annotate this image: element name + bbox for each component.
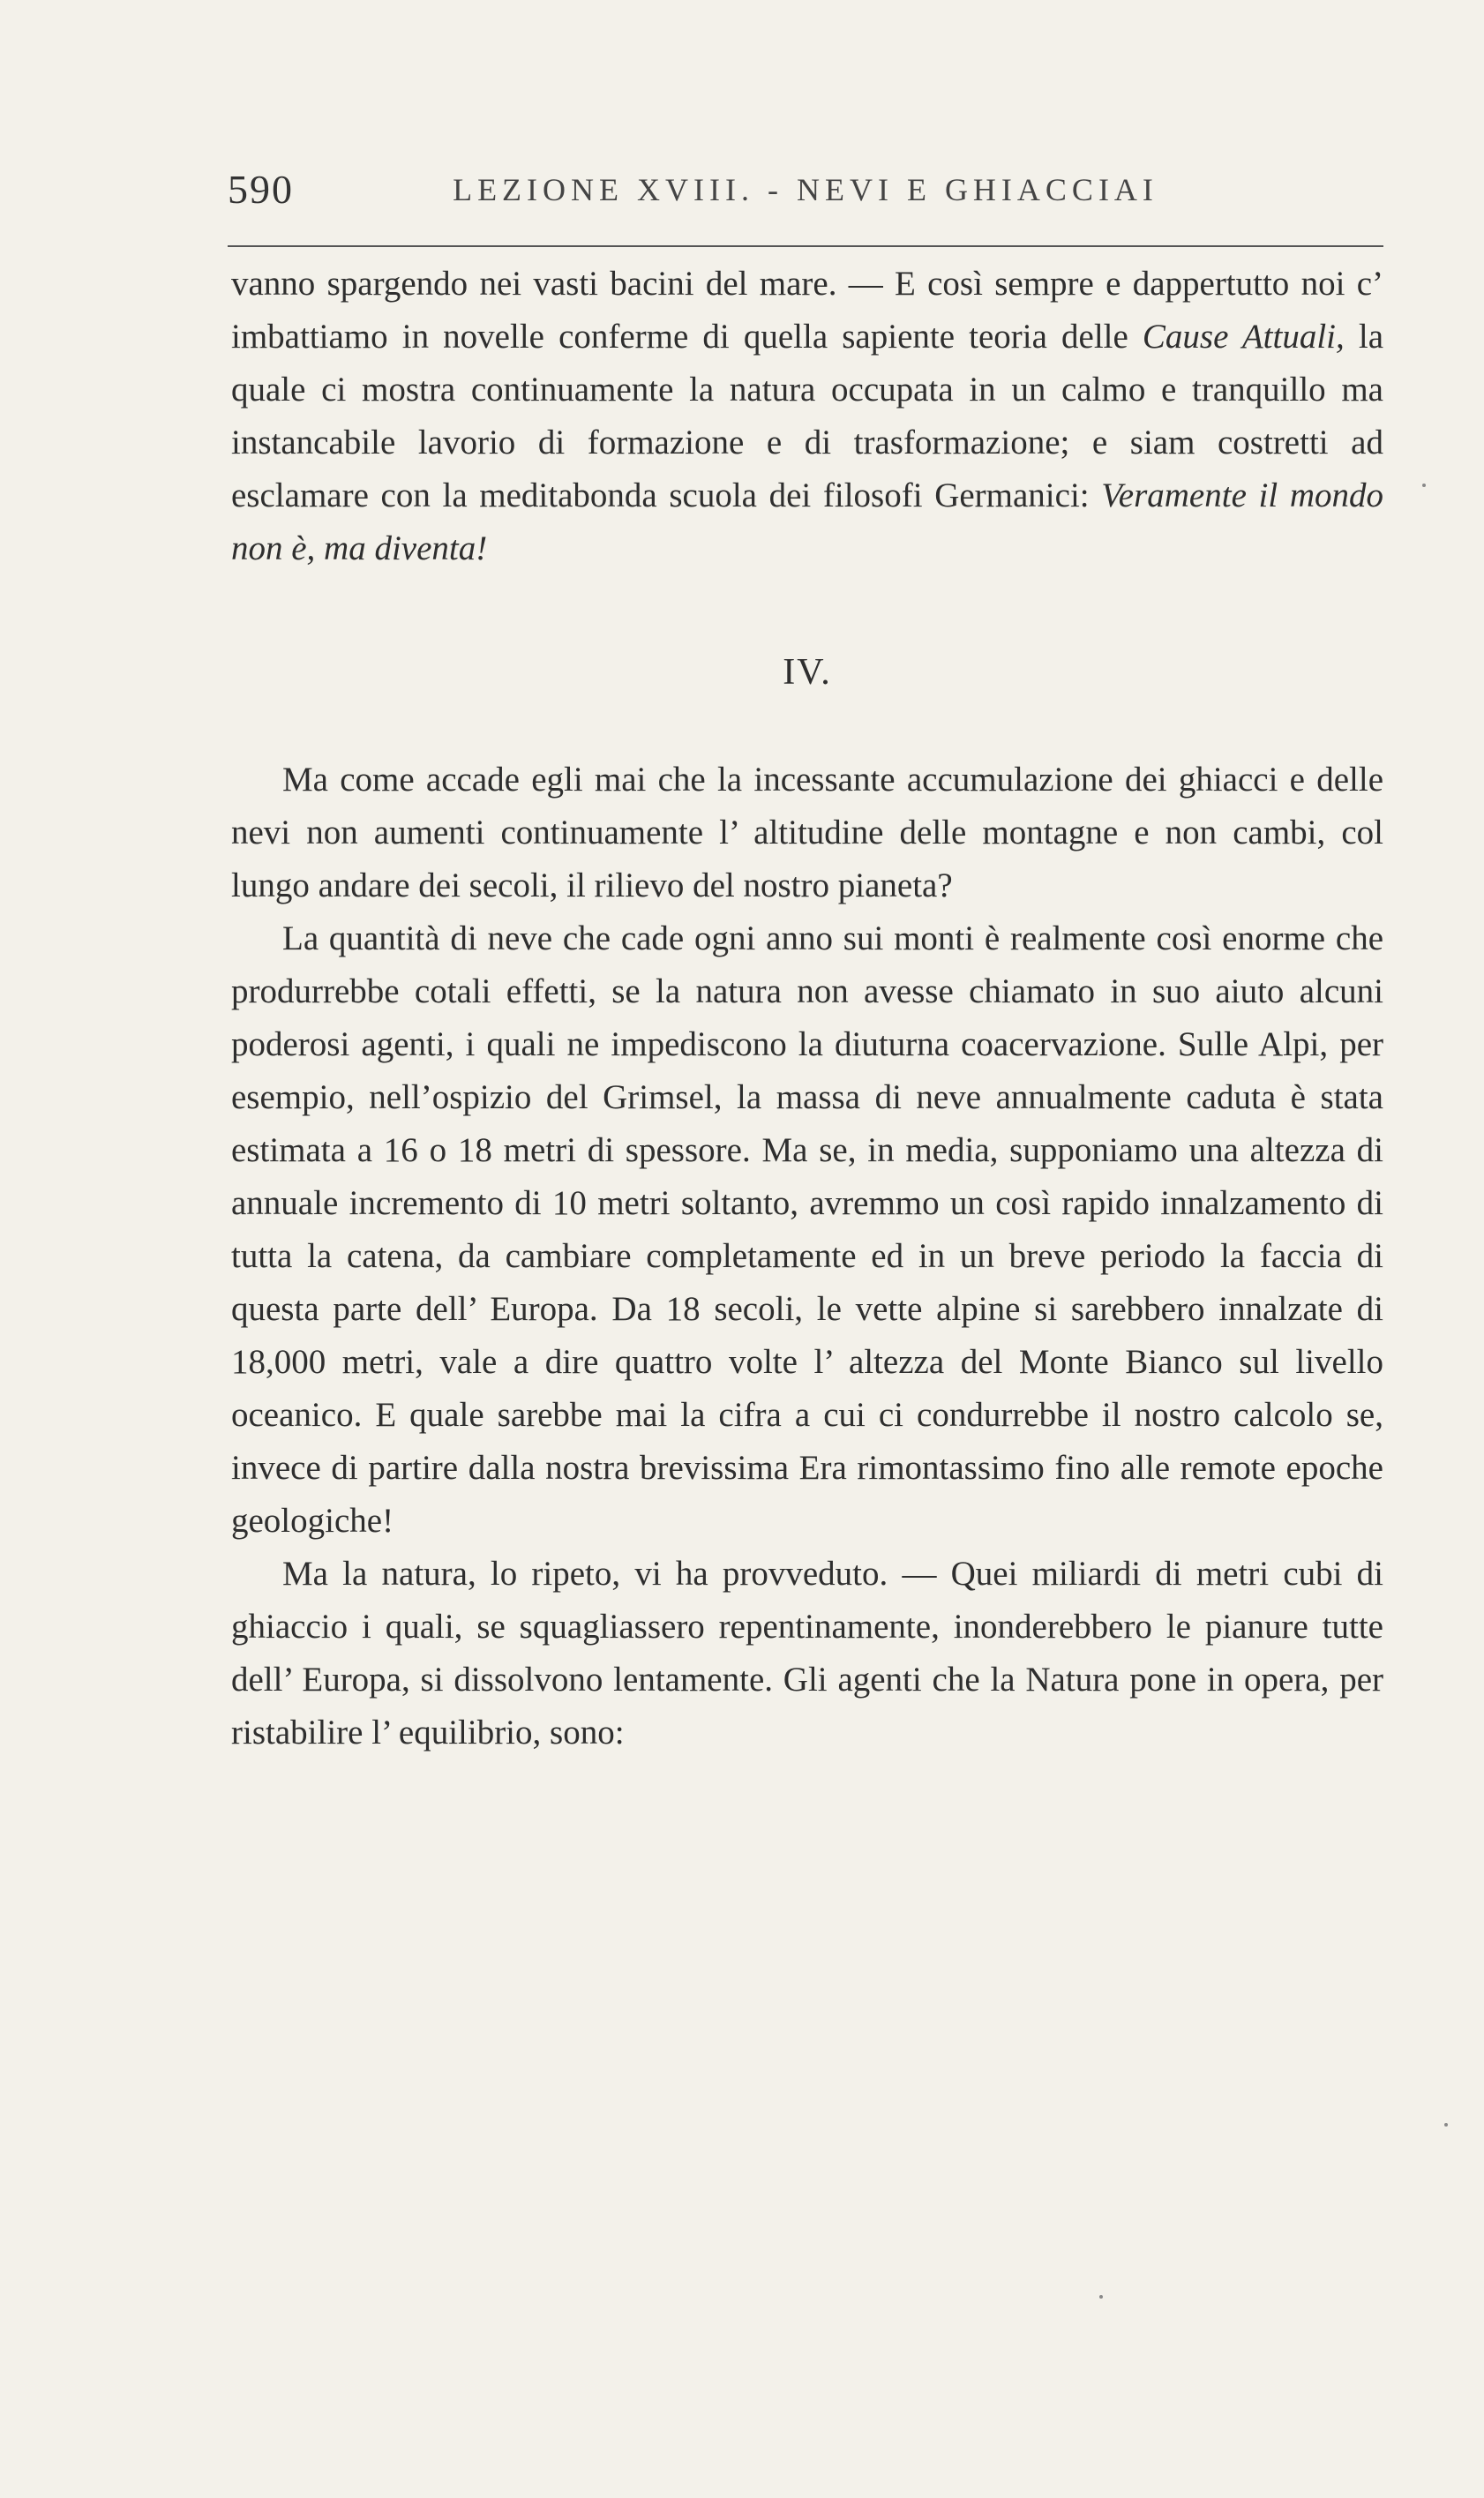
paper-speck — [1444, 2123, 1448, 2127]
running-head: LEZIONE XVIII. - NEVI E GHIACCIAI — [453, 172, 1158, 207]
paragraph-continuation — [231, 258, 1383, 575]
italic-quote: Veramente il mondo non è, ma diventa! — [231, 476, 1383, 567]
section-heading: IV. — [783, 652, 832, 693]
paragraph-text: la quale ci mostra continuamente la natura occupata in un calmo e tranquillo ma instancabile lavorio di formazione e di trasformazione; e siam costretti ad esclamare con la meditabonda scuola dei filosofi Germanici: — [231, 318, 1383, 514]
page-header — [228, 166, 1383, 219]
italic-term: Cause Attuali, — [1142, 318, 1345, 356]
paragraph: La quantità di neve che cade ogni anno sui monti è realmente così enorme che produrrebbe cotali effetti, se la natura non avesse chiamato in suo aiuto alcuni poderosi agenti, i quali ne impediscono la diuturna coacervazione. Sulle Alpi, per esempio, nell’ospizio del Grimsel, la massa di neve annualmente caduta è stata estimata a 16 o 18 metri di spessore. Ma se, in media, supponiamo una altezza di annuale incremento di 10 metri soltanto, avremmo un così rapido innalzamento di tutta la catena, da cambiare completamente ed in un breve periodo la faccia di questa parte dell’ Europa. Da 18 secoli, le vette alpine si sarebbero innalzate di 18,000 metri, vale a dire quattro volte l’ altezza del Monte Bianco sul livello oceanico. E quale sarebbe mai la cifra a cui ci condurrebbe il nostro calcolo se, invece di partire dalla nostra brevissima Era rimontassimo fino alle remote epoche geologiche! — [231, 919, 1383, 1540]
header-rule — [228, 245, 1383, 247]
paper-speck — [1422, 484, 1426, 487]
paragraph: Ma la natura, lo ripeto, vi ha provveduto. — Quei miliardi di metri cubi di ghiaccio i quali, se squagliassero repentinamente, inonderebbero le pianure tutte dell’ Europa, si dissolvono lentamente. Gli agenti che la Natura pone in opera, per ristabilire l’ equilibrio, sono: — [231, 1555, 1383, 1752]
paper-speck — [1099, 2295, 1103, 2299]
paragraph-text: vanno spargendo nei vasti bacini del mare. — E così sempre e dappertutto noi c’ imbattiamo in novelle conferme di quella sapiente teoria delle — [231, 265, 1383, 356]
page-body — [231, 258, 1383, 1759]
page-number: 590 — [228, 167, 294, 212]
paragraph: Ma come accade egli mai che la incessante accumulazione dei ghiacci e delle nevi non aumenti continuamente l’ altitudine delle montagne e non cambi, col lungo andare dei secoli, il rilievo del nostro pianeta? — [231, 761, 1383, 904]
